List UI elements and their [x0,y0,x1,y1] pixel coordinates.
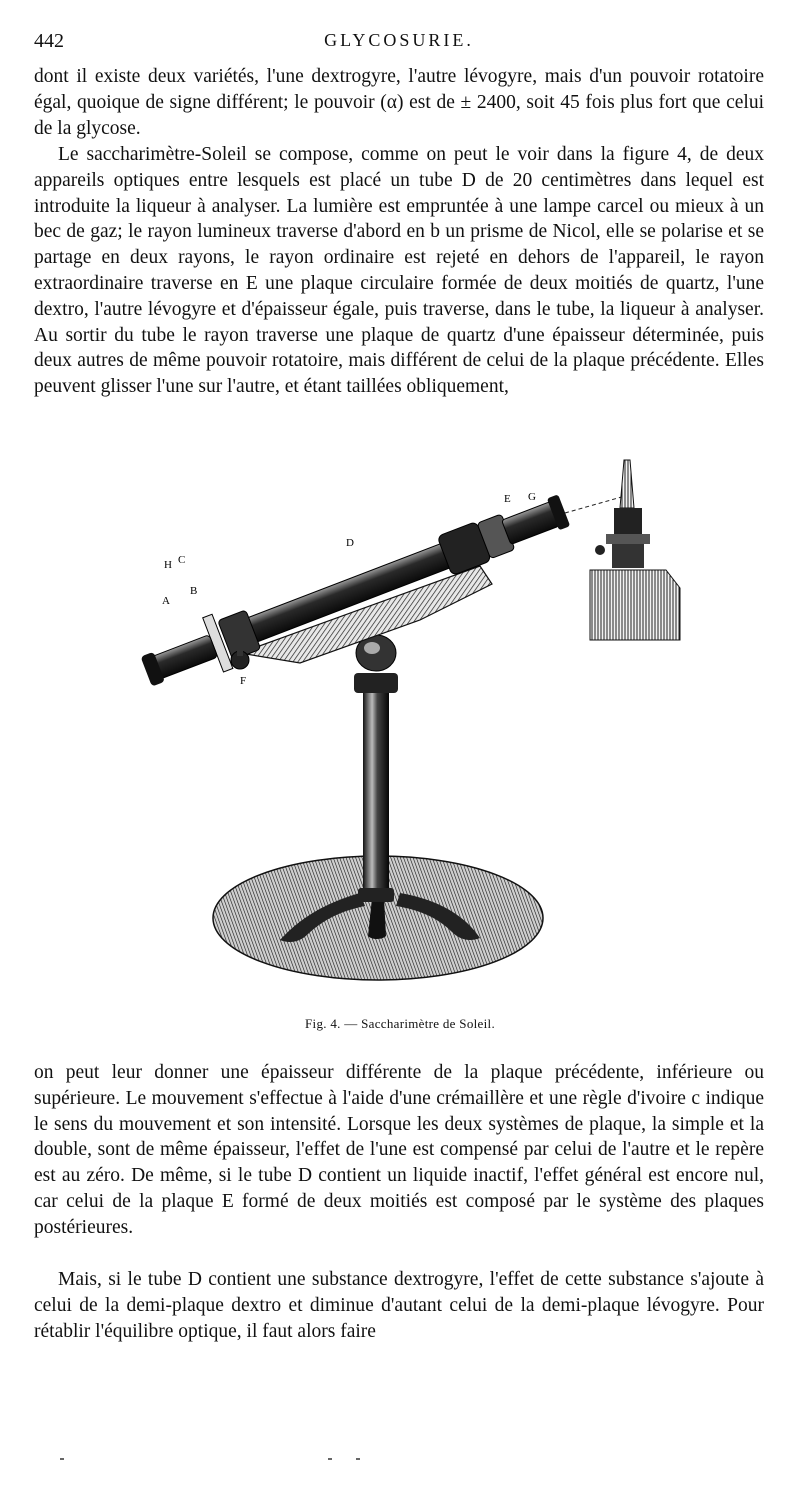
paragraph-1: dont il existe deux variétés, l'une dextrogyre, l'autre lévogyre, mais d'un pouvoir rotatoire égal, quoique de signe différent; le pouvoir (α) est de ± 2400, soit 45 fois plus fort que celui de la glycose. [34,66,764,139]
lamp-chimney [620,460,634,508]
lamp-reservoir-neck [612,544,644,568]
label-e: E [504,493,511,505]
label-d: D [346,537,354,549]
page-header [34,30,764,56]
lamp-collar [606,534,650,544]
speck [60,1458,64,1460]
pivot-joint [364,642,380,654]
screw-f-stem [237,644,243,656]
figure-caption: Fig. 4. — Saccharimètre de Soleil. [305,1016,495,1031]
label-a: A [162,595,170,607]
speck [356,1458,360,1460]
paragraph-2: Le saccharimètre-Soleil se compose, comme on peut le voir dans la figure 4, de deux appareils optiques entre lesquels est placé un tube D de 20 centimètres dans lequel est introduite la liqueur à analyser. La lumière est empruntée à une lampe carcel ou mieux à un bec de gaz; le rayon lumineux traverse d'abord en b un prisme de Nicol, elle se polarise et se partage en deux rayons, le rayon ordinaire est rejeté en dehors de l'appareil, le rayon extraordinaire traverse en E une plaque circulaire formée de deux moitiés de quartz, l'une dextro, l'autre lévogyre et d'épaisseur égale, puis traverse, dans le tube, la liqueur à analyser. Au sortir du tube le rayon traverse une plaque de quartz d'une épaisseur déterminée, puis deux autres de même pouvoir rotatoire, mais différent de celui de la plaque précédente. Elles peuvent glisser l'une sur l'autre, et étant taillées obliquement, [34,144,764,398]
paragraph-4: Mais, si le tube D contient une substance dextrogyre, l'effet de cette substance s'ajoute à celui de la demi-plaque dextro et diminue d'autant celui de la demi-plaque lévogyre. Pour rétablir l'équilibre optique, il faut alors faire [34,1269,764,1342]
paragraph-3: on peut leur donner une épaisseur différente de la plaque précédente, inférieure ou supérieure. Le mouvement s'effectue à l'aide d'une crémaillère et une règle d'ivoire c indique le sens du mouvement et son intensité. Lorsque les deux systèmes de plaque, la simple et la double, sont de même épaisseur, l'effet de l'une est compensé par celui de l'autre et le repère est au zéro. De même, si le tube D contient un liquide inactif, l'effet général est encore nul, car celui de la plaque E formé de deux moitiés est composé par le système des plaques postérieures. [34,1062,764,1238]
label-c: C [178,554,186,566]
saccharimeter-figure [120,448,690,1008]
lamp-knob [595,545,605,555]
lamp-reservoir [590,570,680,640]
running-title: GLYCOSURIE. [324,30,474,50]
page-number: 442 [34,30,64,52]
label-f: F [240,675,247,687]
saccharimeter-engraving [120,448,690,1008]
label-h: H [164,559,172,571]
print-specks [60,1458,400,1464]
speck [328,1458,332,1460]
stand-column [363,688,389,898]
column-collar [358,888,394,902]
column-collar [354,673,398,693]
label-b: B [190,585,198,597]
lamp-burner [614,508,642,534]
label-g: G [528,491,536,503]
